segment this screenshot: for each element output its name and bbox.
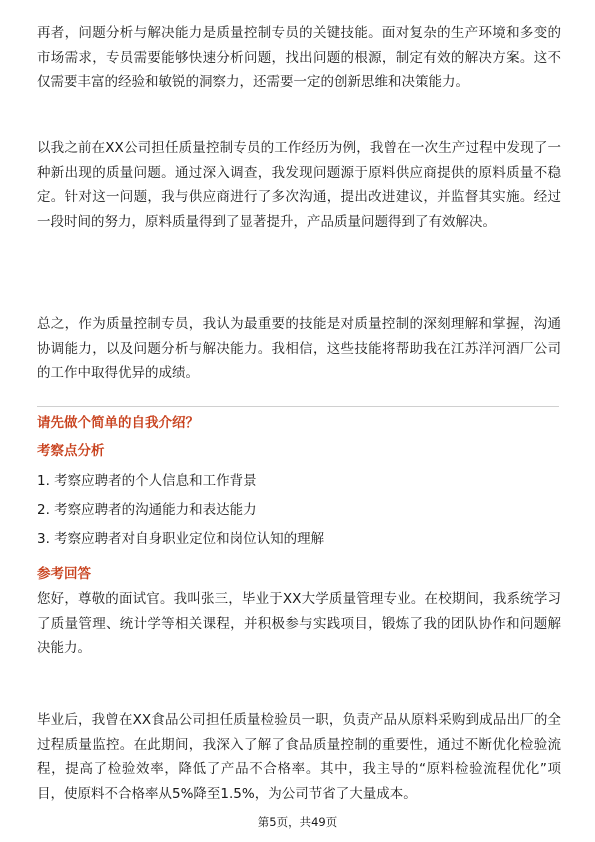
body-paragraph-1: 再者，问题分析与解决能力是质量控制专员的关键技能。面对复杂的生产环境和多变的市场需求，专员需要能够快速分析问题，找出问题的根源，制定有效的解决方案。这不仅需要丰富的经验和敏锐的洞察力，还需要一定的创新思维和决策能力。	[37, 25, 561, 91]
points-heading: 考察点分析	[37, 443, 105, 459]
points-list	[37, 467, 561, 554]
answer-heading: 参考回答	[37, 566, 91, 582]
body-paragraph-3: 总之，作为质量控制专员，我认为最重要的技能是对质量控制的深刻理解和掌握，沟通协调能力，以及问题分析与解决能力。我相信，这些技能将帮助我在江苏洋河酒厂公司的工作中取得优异的成绩。	[37, 316, 561, 382]
page-number: 第5页，共49页	[257, 815, 338, 829]
section-divider	[37, 406, 559, 407]
question-title: 请先做个简单的自我介绍？	[37, 415, 199, 431]
answer-paragraph-2: 毕业后，我曾在XX食品公司担任质量检验员一职，负责产品从原料采购到成品出厂的全过程质量监控。在此期间，我深入了解了食品质量控制的重要性，通过不断优化检验流程，提高了检验效率，降低了产品不合格率。其中，我主导的“原料检验流程优化”项目，使原料不合格率从5%降至1.5%，为公司节省了大量成本。	[37, 712, 561, 802]
list-item: 3. 考察应聘者对自身职业定位和岗位认知的理解	[37, 531, 325, 547]
answer-paragraph-1: 您好，尊敬的面试官。我叫张三，毕业于XX大学质量管理专业。在校期间，我系统学习了质量管理、统计学等相关课程，并积极参与实践项目，锻炼了我的团队协作和问题解决能力。	[37, 591, 561, 657]
list-item: 1. 考察应聘者的个人信息和工作背景	[37, 473, 257, 489]
body-paragraph-2: 以我之前在XX公司担任质量控制专员的工作经历为例，我曾在一次生产过程中发现了一种新出现的质量问题。通过深入调查，我发现问题源于原料供应商提供的原料质量不稳定。针对这一问题，我与供应商进行了多次沟通，提出改进建议，并监督其实施。经过一段时间的努力，原料质量得到了显著提升，产品质量问题得到了有效解决。	[37, 140, 561, 230]
list-item: 2. 考察应聘者的沟通能力和表达能力	[37, 502, 257, 518]
